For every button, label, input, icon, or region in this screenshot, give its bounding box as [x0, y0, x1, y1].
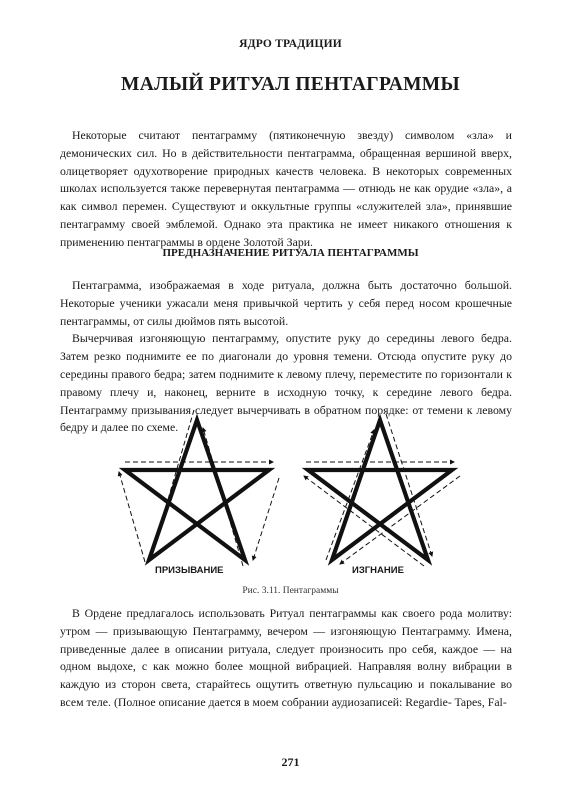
chapter-title: МАЛЫЙ РИТУАЛ ПЕНТАГРАММЫ	[121, 74, 460, 95]
closing-block	[60, 605, 512, 712]
pentagram-figure	[112, 410, 472, 570]
section-paragraph-2: Вычерчивая изгоняющую пентаграмму, опустите руку до середины левого бедра. Затем резко поднимите ее по диагонали до уровня темени. Отсюда опустите руку до середины правого бедра; затем поднимите к левому плечу, переместите по горизонтали к правому плечу и, наконец, верните в исходную точку, к середине левого бедра. Пентаграмму призывания следует вычерчивать в обратном порядке: от темени к левому бедру и далее по схеме.	[60, 331, 512, 435]
figure-caption: Рис. 3.11. Пентаграммы	[242, 586, 339, 596]
banishing-pentagram	[304, 414, 460, 566]
intro-paragraph: Некоторые считают пентаграмму (пятиконечную звезду) символом «зла» и демонических сил. Но в действительности пентаграмма, обращенная вершиной вверх, олицетворяет одухотворение природных качеств человека. В некоторых современных школах используется также перевернутая пентаграмма — отнюдь не как орудие «зла», а как символ перемен. Существуют и оккультные группы «служителей зла», принявшие пентаграмму своей эмблемой. Однако эта практика не имеет никакого отношения к применению пентаграммы в ордене Золотой Зари.	[60, 128, 512, 249]
intro-block	[60, 127, 512, 252]
section-paragraph-1: Пентаграмма, изображаемая в ходе ритуала, должна быть достаточно большой. Некоторые ученики ужасали меня привычкой чертить у себя перед носом крошечные пентаграммы, от силы дюймов пять высотой.	[60, 278, 512, 328]
invoking-label: ПРИЗЫВАНИЕ	[155, 565, 224, 576]
section-title: ПРЕДНАЗНАЧЕНИЕ РИТУАЛА ПЕНТАГРАММЫ	[162, 247, 419, 259]
invoking-pentagram	[119, 410, 279, 566]
page-number: 271	[281, 755, 300, 769]
closing-paragraph: В Ордене предлагалось использовать Ритуал пентаграммы как своего рода молитву: утром — призывающую Пентаграмму, вечером — изгоняющую Пентаграмму. Имена, приведенные далее в описании ритуала, следует произносить про себя, каждое — на одном выдохе, с как можно более мощной вибрацией. Направляя волну вибрации в каждую из сторон света, старайтесь ощутить ответную пульсацию и покалывание во всем теле. (Полное описание дается в моем собрании аудиозаписей: Regardie- Tapes, Fal-	[60, 606, 512, 709]
banishing-label: ИЗГНАНИЕ	[352, 565, 404, 576]
running-head: ЯДРО ТРАДИЦИИ	[239, 38, 342, 50]
